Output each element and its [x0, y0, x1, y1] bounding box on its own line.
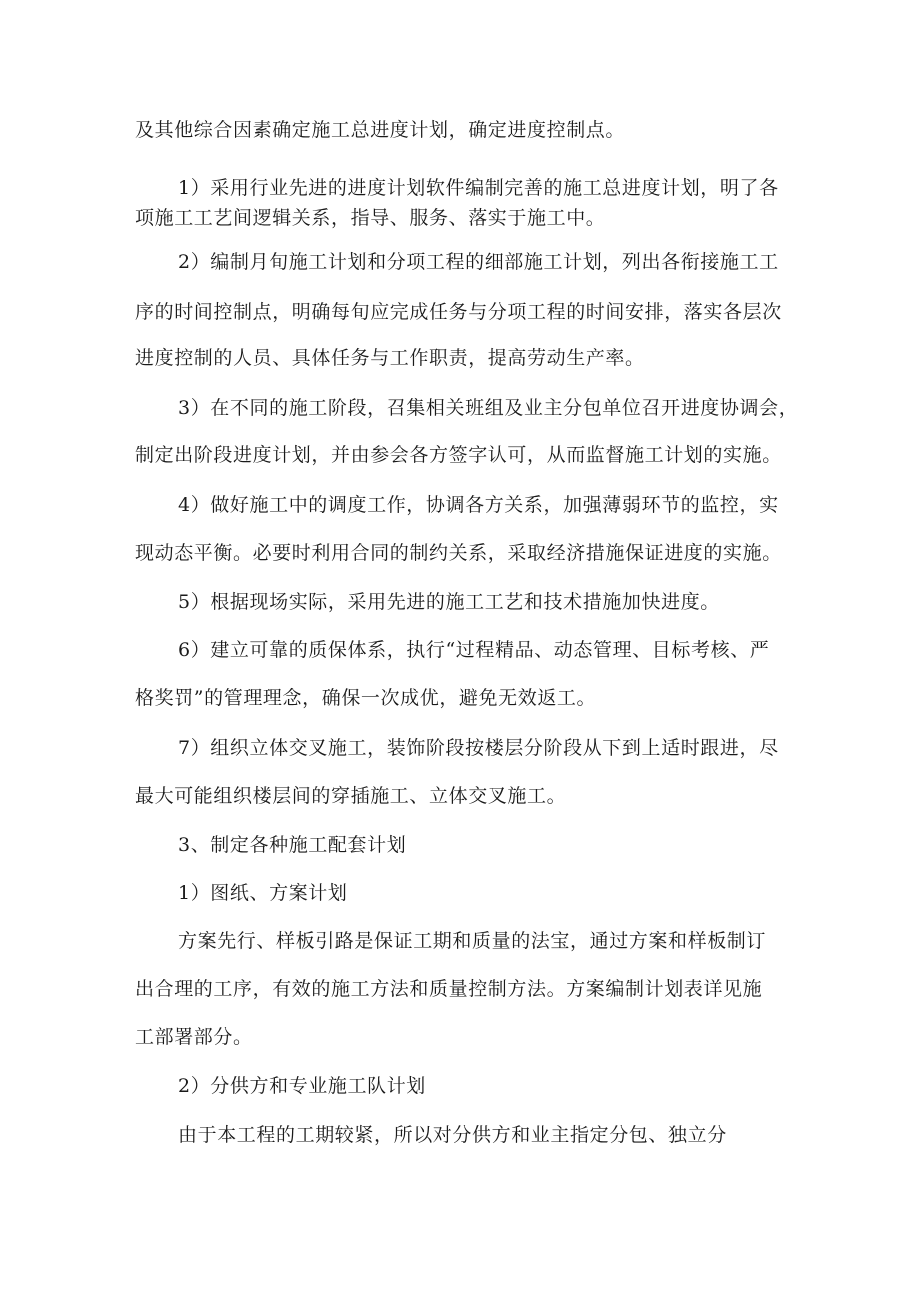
paragraph-line: 格奖罚”的管理理念，确保一次成优，避免无效返工。 — [135, 687, 597, 709]
paragraph-line: 及其他综合因素确定施工总进度计划，确定进度控制点。 — [135, 119, 626, 141]
paragraph-line: 项施工工艺间逻辑关系，指导、服务、落实于施工中。 — [135, 207, 606, 229]
paragraph-line: 最大可能组织楼层间的穿插施工、立体交叉施工。 — [135, 785, 567, 807]
paragraph-line: 1）采用行业先进的进度计划软件编制完善的施工总进度计划，明了各 — [178, 177, 779, 199]
paragraph-line: 进度控制的人员、具体任务与工作职责，提高劳动生产率。 — [135, 347, 645, 369]
paragraph-line: 4）做好施工中的调度工作，协调各方关系，加强薄弱环节的监控，实 — [178, 494, 779, 516]
paragraph-line: 序的时间控制点，明确每旬应完成任务与分项工程的时间安排，落实各层次 — [135, 301, 782, 323]
paragraph-line: 方案先行、样板引路是保证工期和质量的法宝，通过方案和样板制订 — [178, 930, 767, 952]
section-heading: 3、制定各种施工配套计划 — [178, 834, 407, 856]
paragraph-line: 5）根据现场实际，采用先进的施工工艺和技术措施加快进度。 — [178, 591, 720, 613]
paragraph-line: 制定出阶段进度计划，并由参会各方签字认可，从而监督施工计划的实施。 — [135, 444, 782, 466]
paragraph-line: 工部署部分。 — [135, 1026, 253, 1048]
paragraph-line: 7）组织立体交叉施工，装饰阶段按楼层分阶段从下到上适时跟进，尽 — [178, 737, 779, 759]
subsection-heading: 1）图纸、方案计划 — [178, 882, 348, 904]
paragraph-line: 6）建立可靠的质保体系，执行“过程精品、动态管理、目标考核、严 — [178, 639, 770, 661]
subsection-heading: 2）分供方和专业施工队计划 — [178, 1075, 426, 1097]
paragraph-line: 现动态平衡。必要时利用合同的制约关系，采取经济措施保证进度的实施。 — [135, 542, 782, 564]
paragraph-line: 3）在不同的施工阶段，召集相关班组及业主分包单位召开进度协调会， — [178, 397, 799, 419]
paragraph-line: 2）编制月旬施工计划和分项工程的细部施工计划，列出各衔接施工工 — [178, 251, 779, 273]
paragraph-line: 出合理的工序，有效的施工方法和质量控制方法。方案编制计划表详见施 — [135, 978, 763, 1000]
paragraph-line: 由于本工程的工期较紧，所以对分供方和业主指定分包、独立分 — [178, 1124, 727, 1146]
